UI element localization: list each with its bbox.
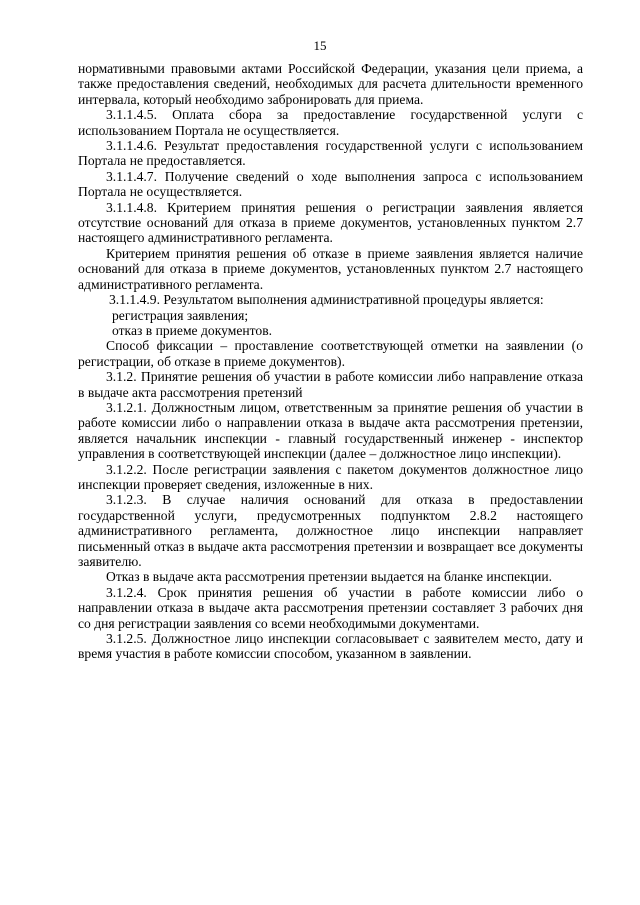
- paragraph: 3.1.2.2. После регистрации заявления с пакетом документов должностное лицо инспекции проверяет сведения, изложенные в них.: [78, 461, 583, 492]
- paragraph: 3.1.2.1. Должностным лицом, ответственным за принятие решения об участии в работе комиссии либо о направлении отказа в выдаче акта рассмотрения претензии, является начальник инспекции - главный государственный инженер - инспектор управления в соответствующей инспекции (далее – должностное лицо инспекции).: [78, 399, 583, 462]
- paragraph: Критерием принятия решения об отказе в приеме заявления является наличие оснований для отказа в приеме документов, установленных пунктом 2.7 настоящего административного регламента.: [78, 245, 583, 292]
- page-number: 15: [313, 38, 327, 53]
- list-item: отказ в приеме документов.: [112, 322, 273, 338]
- paragraph: 3.1.1.4.9. Результатом выполнения административной процедуры является:: [109, 292, 544, 308]
- paragraph: 3.1.2.3. В случае наличия оснований для отказа в предоставлении государственной услуги, предусмотренных подпунктом 2.8.2 настоящего административного регламента, должностное лицо инспекции направляет письменный отказ в выдаче акта рассмотрения претензии и возвращает все документы заявителю.: [78, 492, 583, 569]
- section-heading: 3.1.2. Принятие решения об участии в работе комиссии либо направление отказа в выдаче акта рассмотрения претензий: [78, 369, 583, 400]
- paragraph: 3.1.1.4.7. Получение сведений о ходе выполнения запроса с использованием Портала не осуществляется.: [78, 168, 583, 200]
- paragraph: 3.1.2.4. Срок принятия решения об участии в работе комиссии либо о направлении отказа в выдаче акта рассмотрения претензии составляет 3 рабочих дня со дня регистрации заявления со всеми необходимыми документами.: [78, 584, 583, 631]
- paragraph: Отказ в выдаче акта рассмотрения претензии выдается на бланке инспекции.: [106, 569, 553, 585]
- paragraph: 3.1.1.4.5. Оплата сбора за предоставление государственной услуги с использованием Портала не осуществляется.: [78, 107, 583, 138]
- paragraph: 3.1.2.5. Должностное лицо инспекции согласовывает с заявителем место, дату и время участия в работе комиссии способом, указанном в заявлении.: [78, 631, 583, 662]
- list-item: регистрация заявления;: [112, 307, 249, 323]
- paragraph: Способ фиксации – проставление соответствующей отметки на заявлении (о регистрации, об отказе в приеме документов).: [78, 338, 583, 369]
- document-body: [78, 61, 583, 662]
- paragraph: 3.1.1.4.6. Результат предоставления государственной услуги с использованием Портала не предоставляется.: [78, 138, 583, 169]
- paragraph: 3.1.1.4.8. Критерием принятия решения о регистрации заявления является отсутствие оснований для отказа в приеме документов, установленных пунктом 2.7 настоящего административного регламента.: [78, 199, 583, 246]
- paragraph: нормативными правовыми актами Российской Федерации, указания цели приема, а также предоставления сведений, необходимых для расчета длительности временного интервала, который необходимо забронировать для приема.: [78, 61, 583, 107]
